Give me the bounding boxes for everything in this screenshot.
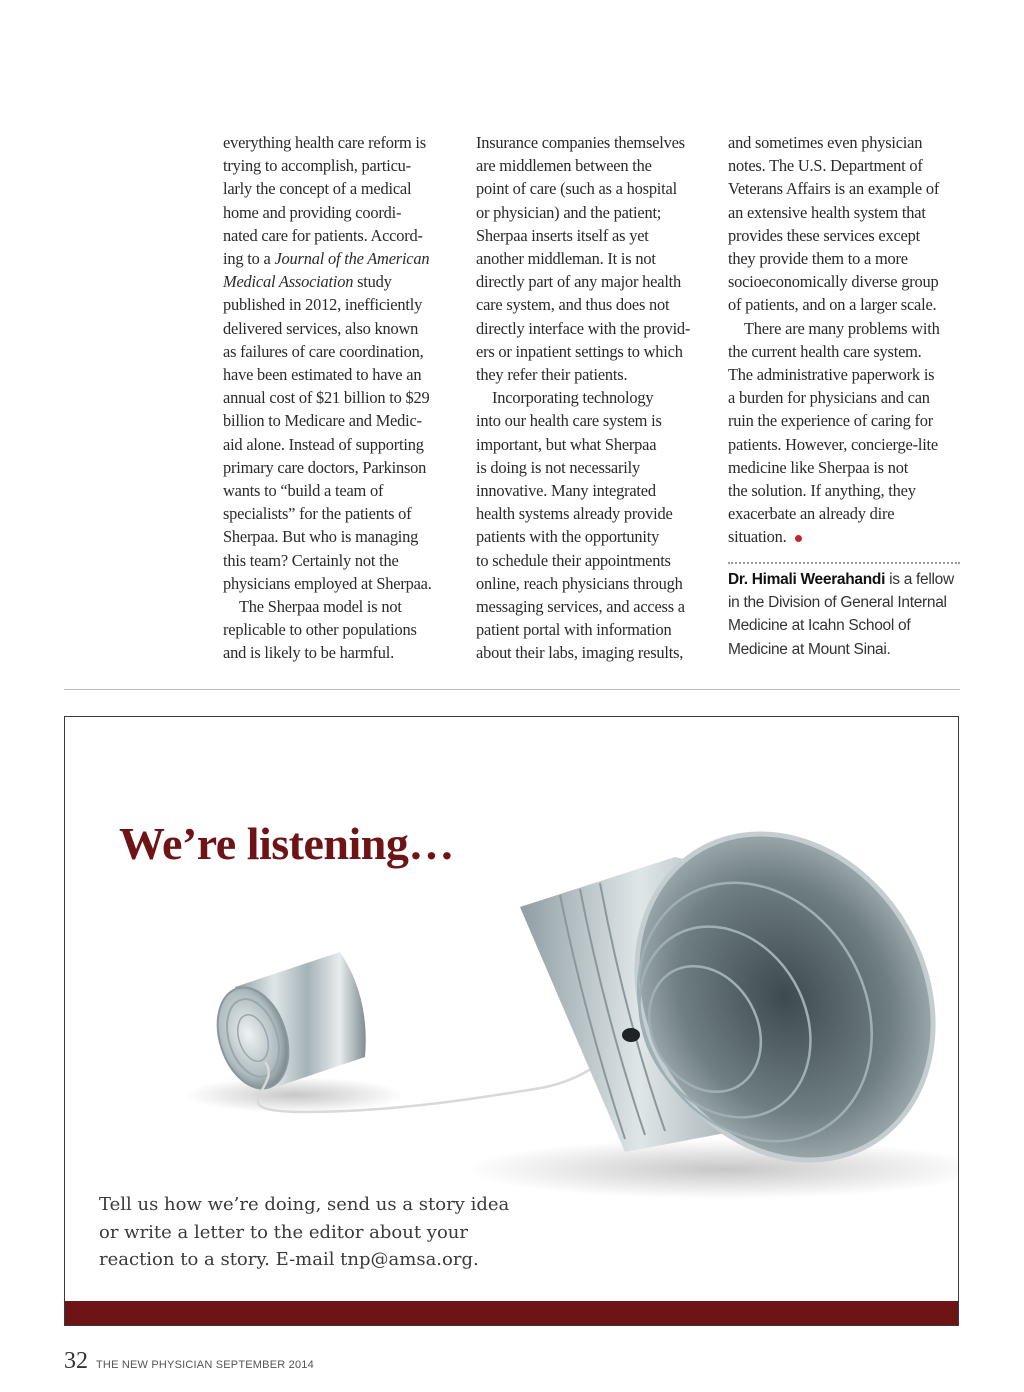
text-line: Sherpaa inserts itself as yet (476, 225, 649, 245)
text-line: primary care doctors, Parkinson (223, 457, 427, 477)
end-of-article-dot-icon (795, 535, 802, 542)
text-line: online, reach physicians through (476, 573, 683, 593)
text-line: important, but what Sherpaa (476, 434, 657, 454)
ad-text-line: Tell us how we’re doing, send us a story idea (99, 1194, 510, 1215)
text-line: socioeconomically diverse group (728, 272, 939, 292)
text-line: notes. The U.S. Department of (728, 156, 923, 176)
text-line: as failures of care coordination, (223, 341, 424, 361)
article-column-3 (728, 131, 963, 549)
text-line: Insurance companies themselves (476, 133, 685, 152)
text-line: they provide them to a more (728, 249, 908, 269)
bio-line: Medicine at Mount Sinai. (728, 640, 891, 658)
text-line: care system, and thus does not (476, 295, 670, 315)
text-span: study (357, 272, 392, 292)
text-line: they refer their patients. (476, 365, 628, 385)
text-line: the solution. If anything, they (728, 481, 916, 501)
section-divider (64, 689, 960, 690)
text-line: ers or inpatient settings to which (476, 341, 683, 361)
text-line: into our health care system is (476, 411, 662, 431)
text-line: of patients, and on a larger scale. (728, 295, 937, 315)
text-line: and is likely to be harmful. (223, 643, 395, 663)
text-line: an extensive health system that (728, 202, 926, 222)
text-line: this team? Certainly not the (223, 550, 399, 570)
text-line: aid alone. Instead of supporting (223, 434, 424, 454)
text-line: exacerbate an already dire (728, 504, 895, 524)
ad-title: We’re listening… (119, 818, 454, 869)
bio-separator (728, 562, 960, 564)
text-line: specialists” for the patients of (223, 504, 412, 524)
ad-text (99, 1191, 509, 1274)
text-line: The administrative paperwork is (728, 365, 935, 385)
publication-line: THE NEW PHYSICIAN SEPTEMBER 2014 (96, 1359, 314, 1371)
text-span: situation. (728, 527, 787, 547)
text-line: to schedule their appointments (476, 550, 671, 570)
journal-name-italic: Medical Association (223, 272, 354, 292)
bio-line (728, 568, 963, 591)
text-line: point of care (such as a hospital (476, 179, 677, 199)
text-line: everything health care reform is (223, 133, 426, 152)
text-line: and sometimes even physician (728, 133, 923, 152)
text-line: Incorporating technology (492, 388, 654, 408)
text-line: patient portal with information (476, 620, 672, 640)
text-line: another middleman. It is not (476, 249, 656, 269)
text-line: a burden for physicians and can (728, 388, 930, 408)
text-line: delivered services, also known (223, 318, 419, 338)
text-line: medicine like Sherpaa is not (728, 457, 909, 477)
text-line (728, 525, 963, 548)
text-span: ing to a (223, 249, 271, 269)
text-line: is doing is not necessarily (476, 457, 640, 477)
text-line: are middlemen between the (476, 156, 652, 176)
text-line: Sherpaa. But who is managing (223, 527, 419, 547)
text-line: ruin the experience of caring for (728, 411, 934, 431)
author-bio (728, 568, 963, 661)
text-line: There are many problems with (744, 318, 940, 338)
bio-text: is a fellow (885, 571, 954, 588)
ad-text-line: reaction to a story. E-mail tnp@amsa.org. (99, 1249, 479, 1270)
bio-line: Medicine at Icahn School of (728, 617, 911, 635)
text-line: about their labs, imaging results, (476, 643, 684, 663)
text-line: annual cost of $21 billion to $29 (223, 388, 430, 408)
text-line: replicable to other populations (223, 620, 417, 640)
text-line: The Sherpaa model is not (239, 597, 402, 617)
article-column-1 (223, 131, 458, 665)
text-line: home and providing coordi- (223, 202, 402, 222)
text-line: directly part of any major health (476, 272, 682, 292)
ad-text-line: or write a letter to the editor about your (99, 1221, 469, 1243)
text-line: nated care for patients. Accord- (223, 225, 423, 245)
text-line: billion to Medicare and Medic- (223, 411, 422, 431)
author-name: Dr. Himali Weerahandi (728, 571, 886, 588)
text-line: patients. However, concierge-lite (728, 434, 938, 454)
text-line: wants to “build a team of (223, 481, 384, 501)
text-line (223, 247, 458, 270)
text-line: or physician) and the patient; (476, 202, 662, 222)
advertisement (64, 716, 959, 1326)
text-line: Veterans Affairs is an example of (728, 179, 940, 199)
text-line: innovative. Many integrated (476, 481, 656, 501)
text-line: patients with the opportunity (476, 527, 660, 547)
text-line: provides these services except (728, 225, 920, 245)
text-line: the current health care system. (728, 341, 922, 361)
text-line (223, 270, 458, 293)
ad-accent-bar (65, 1301, 958, 1325)
text-line: directly interface with the provid- (476, 318, 691, 338)
text-line: have been estimated to have an (223, 365, 422, 385)
text-line: messaging services, and access a (476, 597, 685, 617)
journal-name-italic: Journal of the American (274, 249, 430, 269)
text-line: published in 2012, inefficiently (223, 295, 423, 315)
article-column-2 (476, 131, 711, 665)
text-line: physicians employed at Sherpaa. (223, 573, 432, 593)
page-footer (64, 1348, 314, 1375)
page-number: 32 (64, 1348, 88, 1374)
text-line: larly the concept of a medical (223, 179, 412, 199)
text-line: trying to accomplish, particu- (223, 156, 411, 176)
bio-line: in the Division of General Internal (728, 594, 947, 612)
text-line: health systems already provide (476, 504, 673, 524)
